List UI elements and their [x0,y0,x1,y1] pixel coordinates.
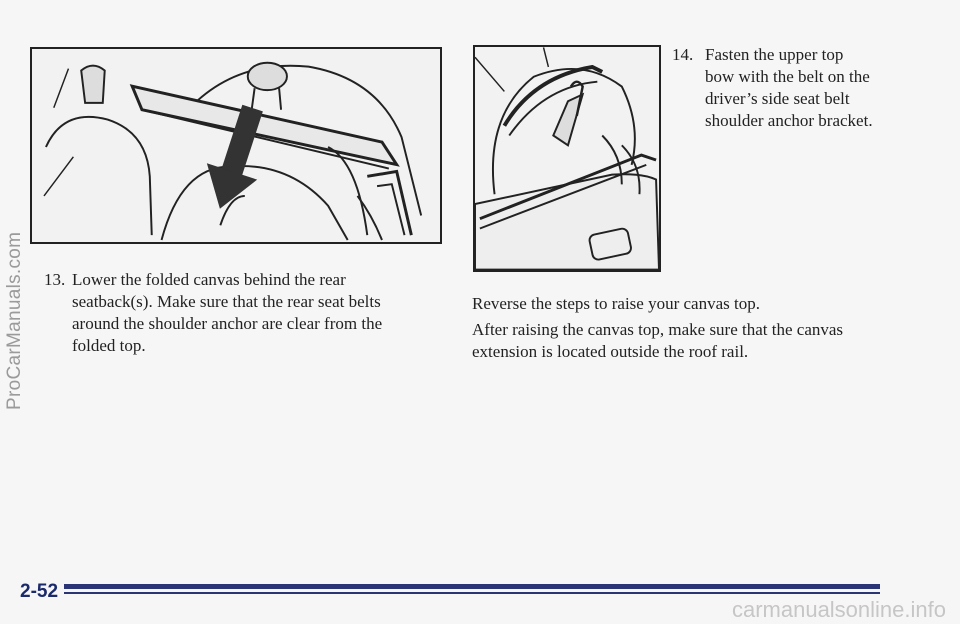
watermark-carmanualsonline: carmanualsonline.info [731,597,946,622]
footer-rule-thick [64,584,880,589]
seat-belt-anchor-drawing [475,47,659,270]
watermark-procarmanuals: ProCarManuals.com [4,231,25,410]
step-14-text: Fasten the upper top bow with the belt on the driver’s side seat belt shoulder anchor bracket. [705,45,873,130]
illustration-seat-belt-anchor [473,45,661,272]
illustration-folded-canvas [30,47,442,244]
paragraph-after-raising: After raising the canvas top, make sure that the canvas extension is located outside the roof rail. [472,320,844,361]
step-14-number: 14. [672,45,694,64]
folded-canvas-drawing [32,49,440,242]
page-number: 2-52 [20,581,59,602]
footer-rule-thin [64,592,880,594]
step-13-number: 13. [44,270,66,289]
step-13-text: Lower the folded canvas behind the rear seatback(s). Make sure that the rear seat belts around the shoulder anchor are clear from the folded top. [72,270,383,355]
paragraph-reverse-steps: Reverse the steps to raise your canvas top. [472,294,760,313]
